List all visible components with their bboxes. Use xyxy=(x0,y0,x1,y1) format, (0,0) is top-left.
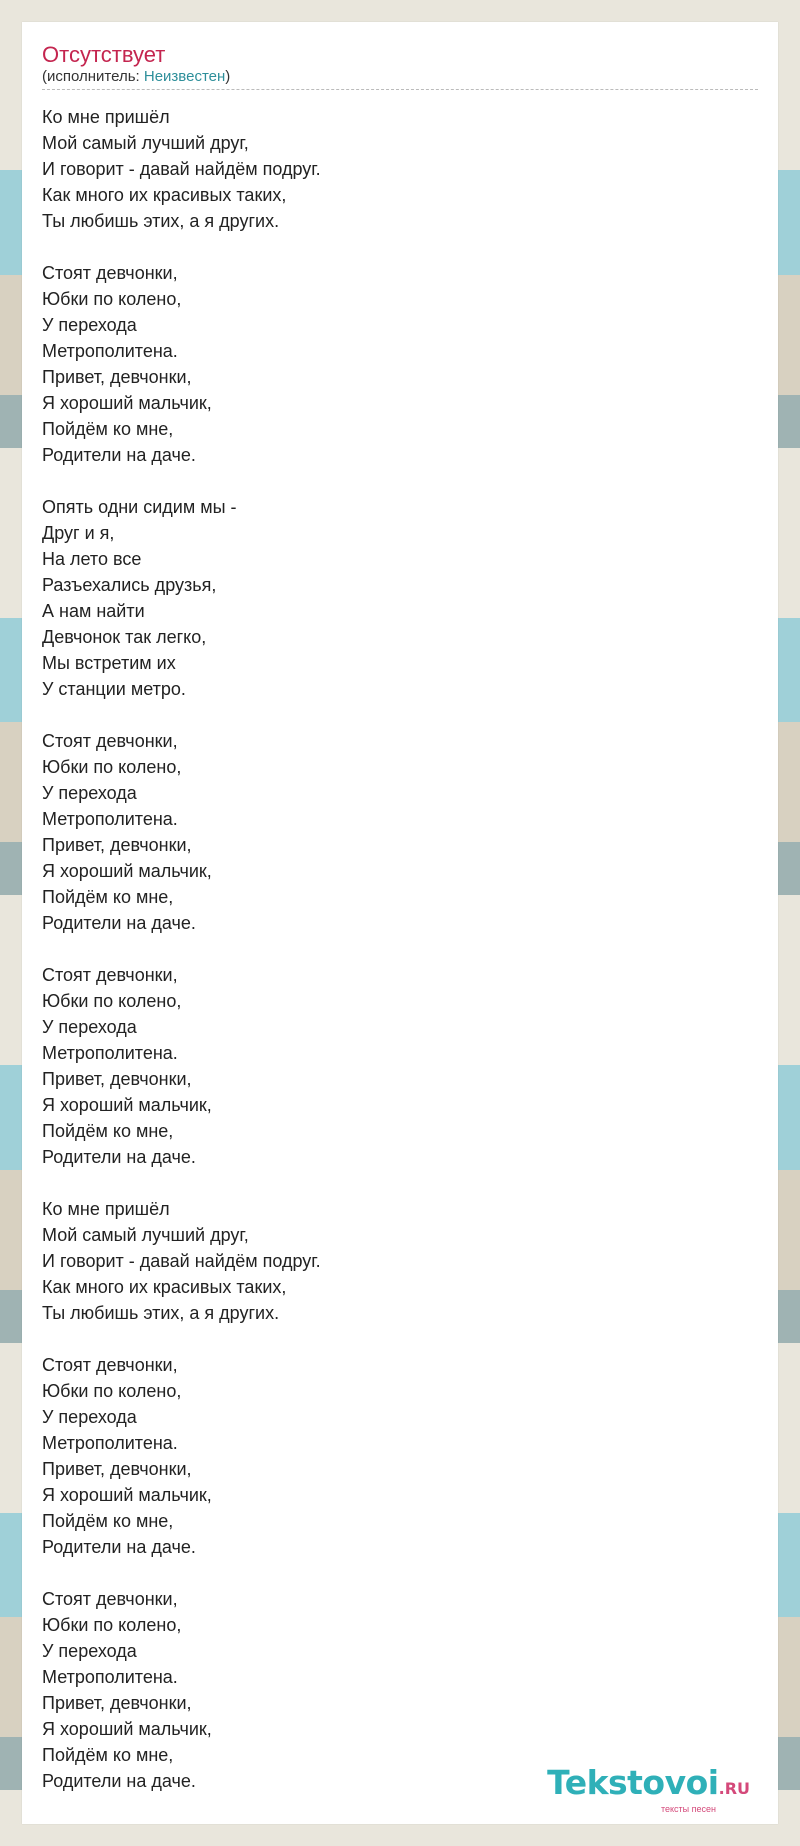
lyrics-line: Пойдём ко мне, xyxy=(42,419,174,439)
lyrics-line: Родители на даче. xyxy=(42,1537,196,1557)
lyrics-line: У станции метро. xyxy=(42,679,186,699)
lyrics-line: Я хороший мальчик, xyxy=(42,393,212,413)
lyrics-line: Родители на даче. xyxy=(42,445,196,465)
site-logo[interactable] xyxy=(547,1763,750,1814)
lyrics-line: Метрополитена. xyxy=(42,1667,178,1687)
lyrics-line: Пойдём ко мне, xyxy=(42,1745,174,1765)
lyrics-line: Привет, девчонки, xyxy=(42,1069,192,1089)
lyrics-line: Друг и я, xyxy=(42,523,115,543)
lyrics-line: У перехода xyxy=(42,315,137,335)
lyrics-line: Юбки по колено, xyxy=(42,991,182,1011)
lyrics-stanza xyxy=(42,494,758,702)
lyrics-line: Ты любишь этих, а я других. xyxy=(42,211,280,231)
lyrics-line: Стоят девчонки, xyxy=(42,1355,178,1375)
lyrics-line: Стоят девчонки, xyxy=(42,731,178,751)
lyrics-line: Ты любишь этих, а я других. xyxy=(42,1303,280,1323)
lyrics-line: Мой самый лучший друг, xyxy=(42,133,249,153)
lyrics-line: Родители на даче. xyxy=(42,913,196,933)
lyrics-line: Как много их красивых таких, xyxy=(42,1277,287,1297)
lyrics-stanza xyxy=(42,728,758,936)
lyrics-line: Мой самый лучший друг, xyxy=(42,1225,249,1245)
lyrics-line: Привет, девчонки, xyxy=(42,835,192,855)
lyrics-stanza xyxy=(42,1352,758,1560)
lyrics-line: Я хороший мальчик, xyxy=(42,861,212,881)
lyrics-line: Ко мне пришёл xyxy=(42,1199,170,1219)
artist-line xyxy=(42,68,758,90)
lyrics-line: Стоят девчонки, xyxy=(42,1589,178,1609)
lyrics-line: Разъехались друзья, xyxy=(42,575,217,595)
lyrics-text xyxy=(42,104,758,1794)
lyrics-line: Юбки по колено, xyxy=(42,1381,182,1401)
lyrics-line: Метрополитена. xyxy=(42,809,178,829)
lyrics-line: Юбки по колено, xyxy=(42,289,182,309)
lyrics-line: У перехода xyxy=(42,783,137,803)
lyrics-line: Мы встретим их xyxy=(42,653,176,673)
lyrics-line: На лето все xyxy=(42,549,142,569)
lyrics-line: Пойдём ко мне, xyxy=(42,1121,174,1141)
lyrics-line: Юбки по колено, xyxy=(42,757,182,777)
lyrics-line: Родители на даче. xyxy=(42,1147,196,1167)
lyrics-stanza xyxy=(42,260,758,468)
lyrics-line: Юбки по колено, xyxy=(42,1615,182,1635)
logo-tld: .RU xyxy=(718,1779,750,1798)
lyrics-line: И говорит - давай найдём подруг. xyxy=(42,1251,321,1271)
lyrics-stanza xyxy=(42,104,758,234)
lyrics-stanza xyxy=(42,1196,758,1326)
artist-link[interactable]: Неизвестен xyxy=(143,68,226,85)
lyrics-card xyxy=(22,22,778,1824)
lyrics-line: Привет, девчонки, xyxy=(42,1693,192,1713)
lyrics-line: Я хороший мальчик, xyxy=(42,1095,212,1115)
lyrics-line: Стоят девчонки, xyxy=(42,263,178,283)
lyrics-line: Опять одни сидим мы - xyxy=(42,497,237,517)
lyrics-line: Метрополитена. xyxy=(42,1433,178,1453)
lyrics-line: У перехода xyxy=(42,1641,137,1661)
song-title: Отсутствует xyxy=(42,42,166,67)
lyrics-line: Метрополитена. xyxy=(42,1043,178,1063)
lyrics-line: Пойдём ко мне, xyxy=(42,887,174,907)
lyrics-line: Девчонок так легко, xyxy=(42,627,207,647)
lyrics-line: У перехода xyxy=(42,1017,137,1037)
lyrics-stanza xyxy=(42,962,758,1170)
logo-wordmark xyxy=(547,1763,750,1806)
lyrics-line: Привет, девчонки, xyxy=(42,1459,192,1479)
logo-tagline: тексты песен xyxy=(660,1804,716,1814)
logo-name: Tekstovoi xyxy=(547,1763,719,1802)
lyrics-line: Я хороший мальчик, xyxy=(42,1719,212,1739)
lyrics-line: Я хороший мальчик, xyxy=(42,1485,212,1505)
artist-prefix: (исполнитель: xyxy=(42,68,144,85)
lyrics-line: Привет, девчонки, xyxy=(42,367,192,387)
lyrics-line: И говорит - давай найдём подруг. xyxy=(42,159,321,179)
lyrics-line: Стоят девчонки, xyxy=(42,965,178,985)
lyrics-line: Метрополитена. xyxy=(42,341,178,361)
lyrics-line: Пойдём ко мне, xyxy=(42,1511,174,1531)
lyrics-line: У перехода xyxy=(42,1407,137,1427)
artist-suffix: ) xyxy=(225,68,231,85)
lyrics-line: Как много их красивых таких, xyxy=(42,185,287,205)
lyrics-line: А нам найти xyxy=(42,601,145,621)
lyrics-line: Родители на даче. xyxy=(42,1771,196,1791)
lyrics-line: Ко мне пришёл xyxy=(42,107,170,127)
